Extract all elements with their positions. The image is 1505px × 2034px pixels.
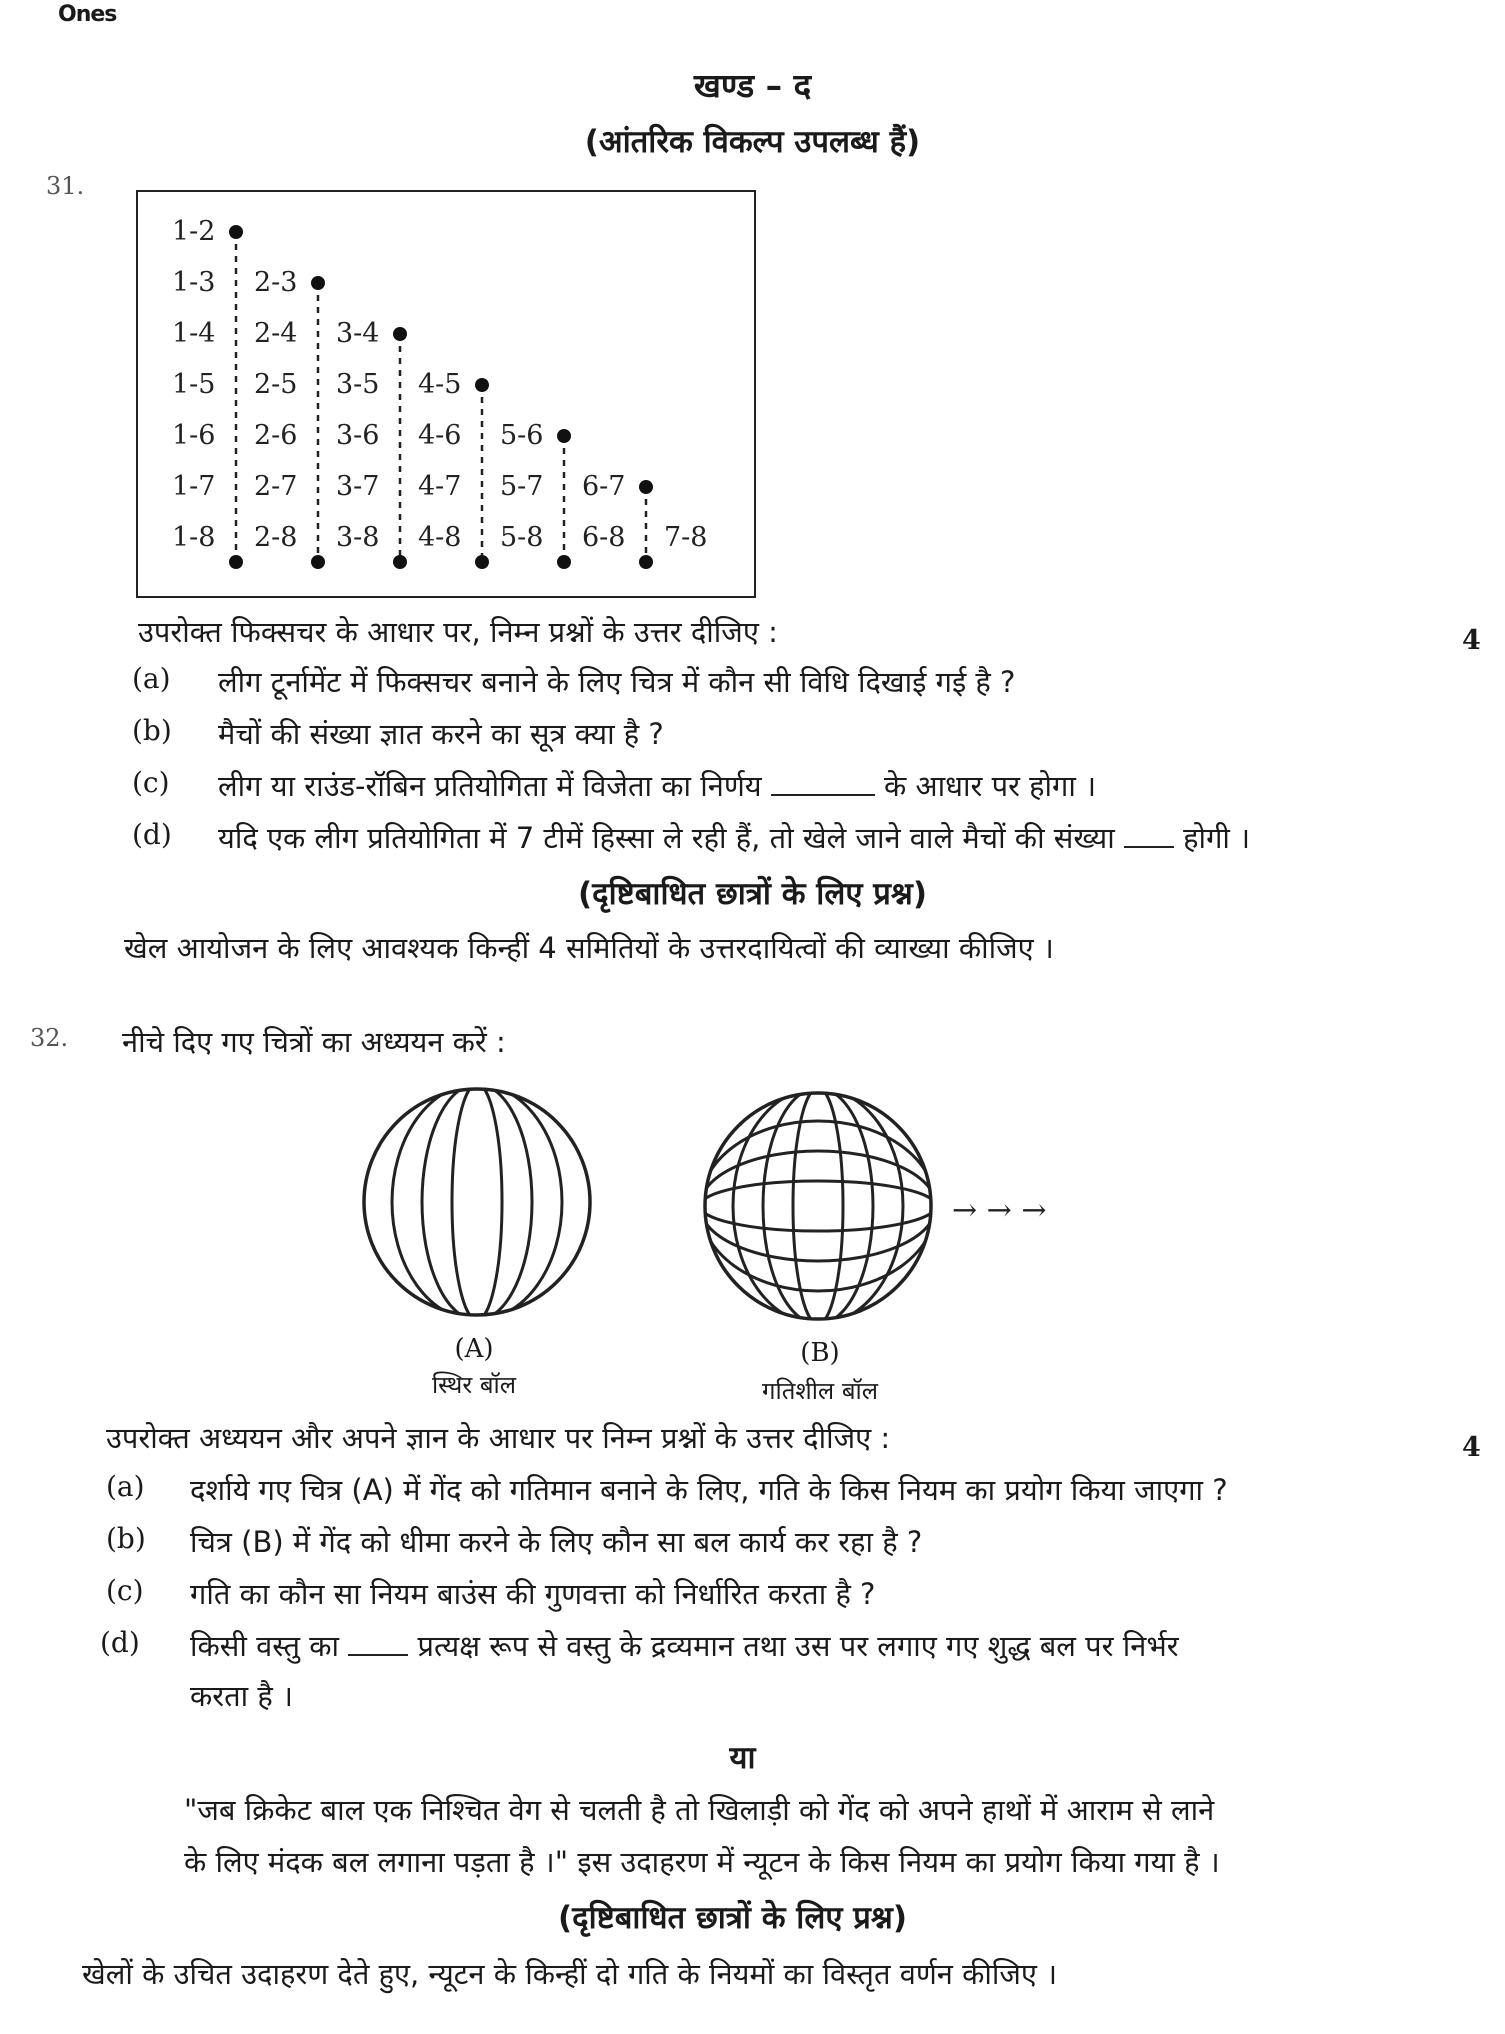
fixture-match-3-7: 3-7 (336, 471, 380, 502)
q31-item-d-label: (d) (132, 818, 172, 851)
fixture-match-1-3: 1-3 (172, 267, 216, 298)
figure-b-caption: गतिशील बॉल (761, 1377, 879, 1405)
fixture-dot (229, 225, 243, 239)
fixture-dot (475, 378, 489, 392)
q32-item-d-label: (d) (100, 1626, 140, 1659)
question-32-intro-2: उपरोक्त अध्ययन और अपने ज्ञान के आधार पर निम्न प्रश्नों के उत्तर दीजिए : (106, 1421, 891, 1455)
q31-item-a-text: लीग टूर्नामेंट में फिक्सचर बनाने के लिए चित्र में कौन सी विधि दिखाई गई है ? (218, 665, 1016, 699)
q32-item-d-after: प्रत्यक्ष रूप से वस्तु के द्रव्यमान तथा उस पर लगाए गए शुद्ध बल पर निर्भर (417, 1629, 1179, 1663)
q31-item-c-text (218, 766, 1096, 805)
fixture-match-1-2: 1-2 (172, 216, 216, 247)
q32-item-c-text: गति का कौन सा नियम बाउंस की गुणवत्ता को निर्धारित करता है ? (190, 1577, 876, 1611)
fixture-match-2-6: 2-6 (254, 420, 298, 451)
q32-alt-line-1: "जब क्रिकेट बाल एक निश्चित वेग से चलती है तो खिलाड़ी को गेंद को अपने हाथों में आराम से लाने (184, 1793, 1215, 1827)
fixture-match-1-4: 1-4 (172, 318, 216, 349)
figure-b-label: (B) (800, 1338, 840, 1368)
question-32-intro: नीचे दिए गए चित्रों का अध्ययन करें : (122, 1025, 506, 1059)
fixture-diagram (136, 190, 758, 600)
fixture-match-7-8: 7-8 (664, 522, 708, 553)
q32-item-b-label: (b) (106, 1522, 146, 1555)
fixture-match-3-4: 3-4 (336, 318, 380, 349)
q31-item-b-text: मैचों की संख्या ज्ञात करने का सूत्र क्या है ? (218, 717, 664, 751)
question-31-number: 31. (46, 172, 85, 200)
fixture-match-1-7: 1-7 (172, 471, 216, 502)
fixture-match-1-8: 1-8 (172, 522, 216, 553)
fixture-dot (229, 555, 243, 569)
q32-vi-text: खेलों के उचित उदाहरण देते हुए, न्यूटन के किन्हीं दो गति के नियमों का विस्तृत वर्णन कीजिए । (82, 1957, 1058, 1991)
q31-item-c-before: लीग या राउंड-रॉबिन प्रतियोगिता में विजेता का निर्णय (218, 769, 762, 803)
q32-item-a-text: दर्शाये गए चित्र (A) में गेंद को गतिमान बनाने के लिए, गति के किस नियम का प्रयोग किया जाएगा ? (190, 1473, 1228, 1507)
ball-figures (340, 1060, 1100, 1350)
q31-item-c-label: (c) (132, 766, 170, 799)
section-title: खण्ड – द (693, 66, 812, 105)
fixture-match-3-5: 3-5 (336, 369, 380, 400)
fixture-dot (393, 327, 407, 341)
fixture-dot (639, 555, 653, 569)
q31-vi-heading: (दृष्टिबाधित छात्रों के लिए प्रश्न) (577, 876, 928, 912)
question-32-marks: 4 (1462, 1432, 1481, 1463)
q32-item-d-line2: करता है । (190, 1679, 294, 1713)
fixture-match-1-5: 1-5 (172, 369, 216, 400)
fixture-match-2-8: 2-8 (254, 522, 298, 553)
fixture-dot (475, 555, 489, 569)
motion-arrows-icon: → → → (952, 1193, 1047, 1228)
q31-item-d-blank (1124, 846, 1174, 848)
q32-item-c-label: (c) (106, 1574, 144, 1607)
fixture-match-4-5: 4-5 (418, 369, 462, 400)
fixture-match-3-8: 3-8 (336, 522, 380, 553)
fixture-match-2-4: 2-4 (254, 318, 298, 349)
fixture-dot (393, 555, 407, 569)
moving-ball-icon (700, 1088, 936, 1324)
fixture-match-2-5: 2-5 (254, 369, 298, 400)
q32-item-a-label: (a) (106, 1470, 145, 1503)
figure-a-label: (A) (454, 1334, 494, 1364)
fixture-match-5-6: 5-6 (500, 420, 544, 451)
fixture-match-1-6: 1-6 (172, 420, 216, 451)
q31-item-d-after: होगी । (1183, 821, 1251, 855)
fixture-dot (557, 555, 571, 569)
q31-item-a-label: (a) (132, 662, 171, 695)
q31-item-d-text (218, 818, 1250, 857)
q31-item-d-before: यदि एक लीग प्रतियोगिता में 7 टीमें हिस्सा ले रही हैं, तो खेले जाने वाले मैचों की संख्या (218, 821, 1115, 855)
q31-item-c-blank (771, 794, 875, 796)
fixture-match-6-8: 6-8 (582, 522, 626, 553)
q31-item-b-label: (b) (132, 714, 172, 747)
q32-alt-line-2: के लिए मंदक बल लगाना पड़ता है ।" इस उदाहरण में न्यूटन के किस नियम का प्रयोग किया गया है । (184, 1845, 1220, 1879)
fixture-dot (311, 555, 325, 569)
fixture-dot (311, 276, 325, 290)
q32-item-d-text (190, 1626, 1179, 1665)
question-31-intro: उपरोक्त फिक्सचर के आधार पर, निम्न प्रश्नों के उत्तर दीजिए : (138, 615, 778, 649)
fixture-match-3-6: 3-6 (336, 420, 380, 451)
fixture-dot (639, 480, 653, 494)
stationary-ball-icon (364, 1084, 590, 1320)
figure-a-caption: स्थिर बॉल (431, 1371, 517, 1399)
q31-item-c-after: के आधार पर होगा । (884, 769, 1097, 803)
q31-vi-text: खेल आयोजन के लिए आवश्यक किन्हीं 4 समितियों के उत्तरदायित्वों की व्याख्या कीजिए । (124, 931, 1054, 965)
corner-mark: Ones (58, 2, 117, 27)
q32-item-d-blank (348, 1654, 408, 1656)
q32-vi-heading: (दृष्टिबाधित छात्रों के लिए प्रश्न) (557, 1900, 908, 1936)
fixture-match-2-7: 2-7 (254, 471, 298, 502)
fixture-cells (172, 216, 707, 569)
fixture-match-5-7: 5-7 (500, 471, 544, 502)
q32-item-d-before: किसी वस्तु का (190, 1629, 340, 1663)
question-32-number: 32. (30, 1024, 69, 1052)
question-31-marks: 4 (1462, 625, 1481, 656)
fixture-match-6-7: 6-7 (582, 471, 626, 502)
fixture-match-4-6: 4-6 (418, 420, 462, 451)
fixture-match-5-8: 5-8 (500, 522, 544, 553)
or-divider: या (729, 1740, 756, 1776)
section-note: (आंतरिक विकल्प उपलब्ध हैं) (584, 124, 921, 160)
q32-item-b-text: चित्र (B) में गेंद को धीमा करने के लिए कौन सा बल कार्य कर रहा है ? (190, 1525, 923, 1559)
fixture-match-4-7: 4-7 (418, 471, 462, 502)
fixture-match-4-8: 4-8 (418, 522, 462, 553)
fixture-match-2-3: 2-3 (254, 267, 298, 298)
fixture-dot (557, 429, 571, 443)
